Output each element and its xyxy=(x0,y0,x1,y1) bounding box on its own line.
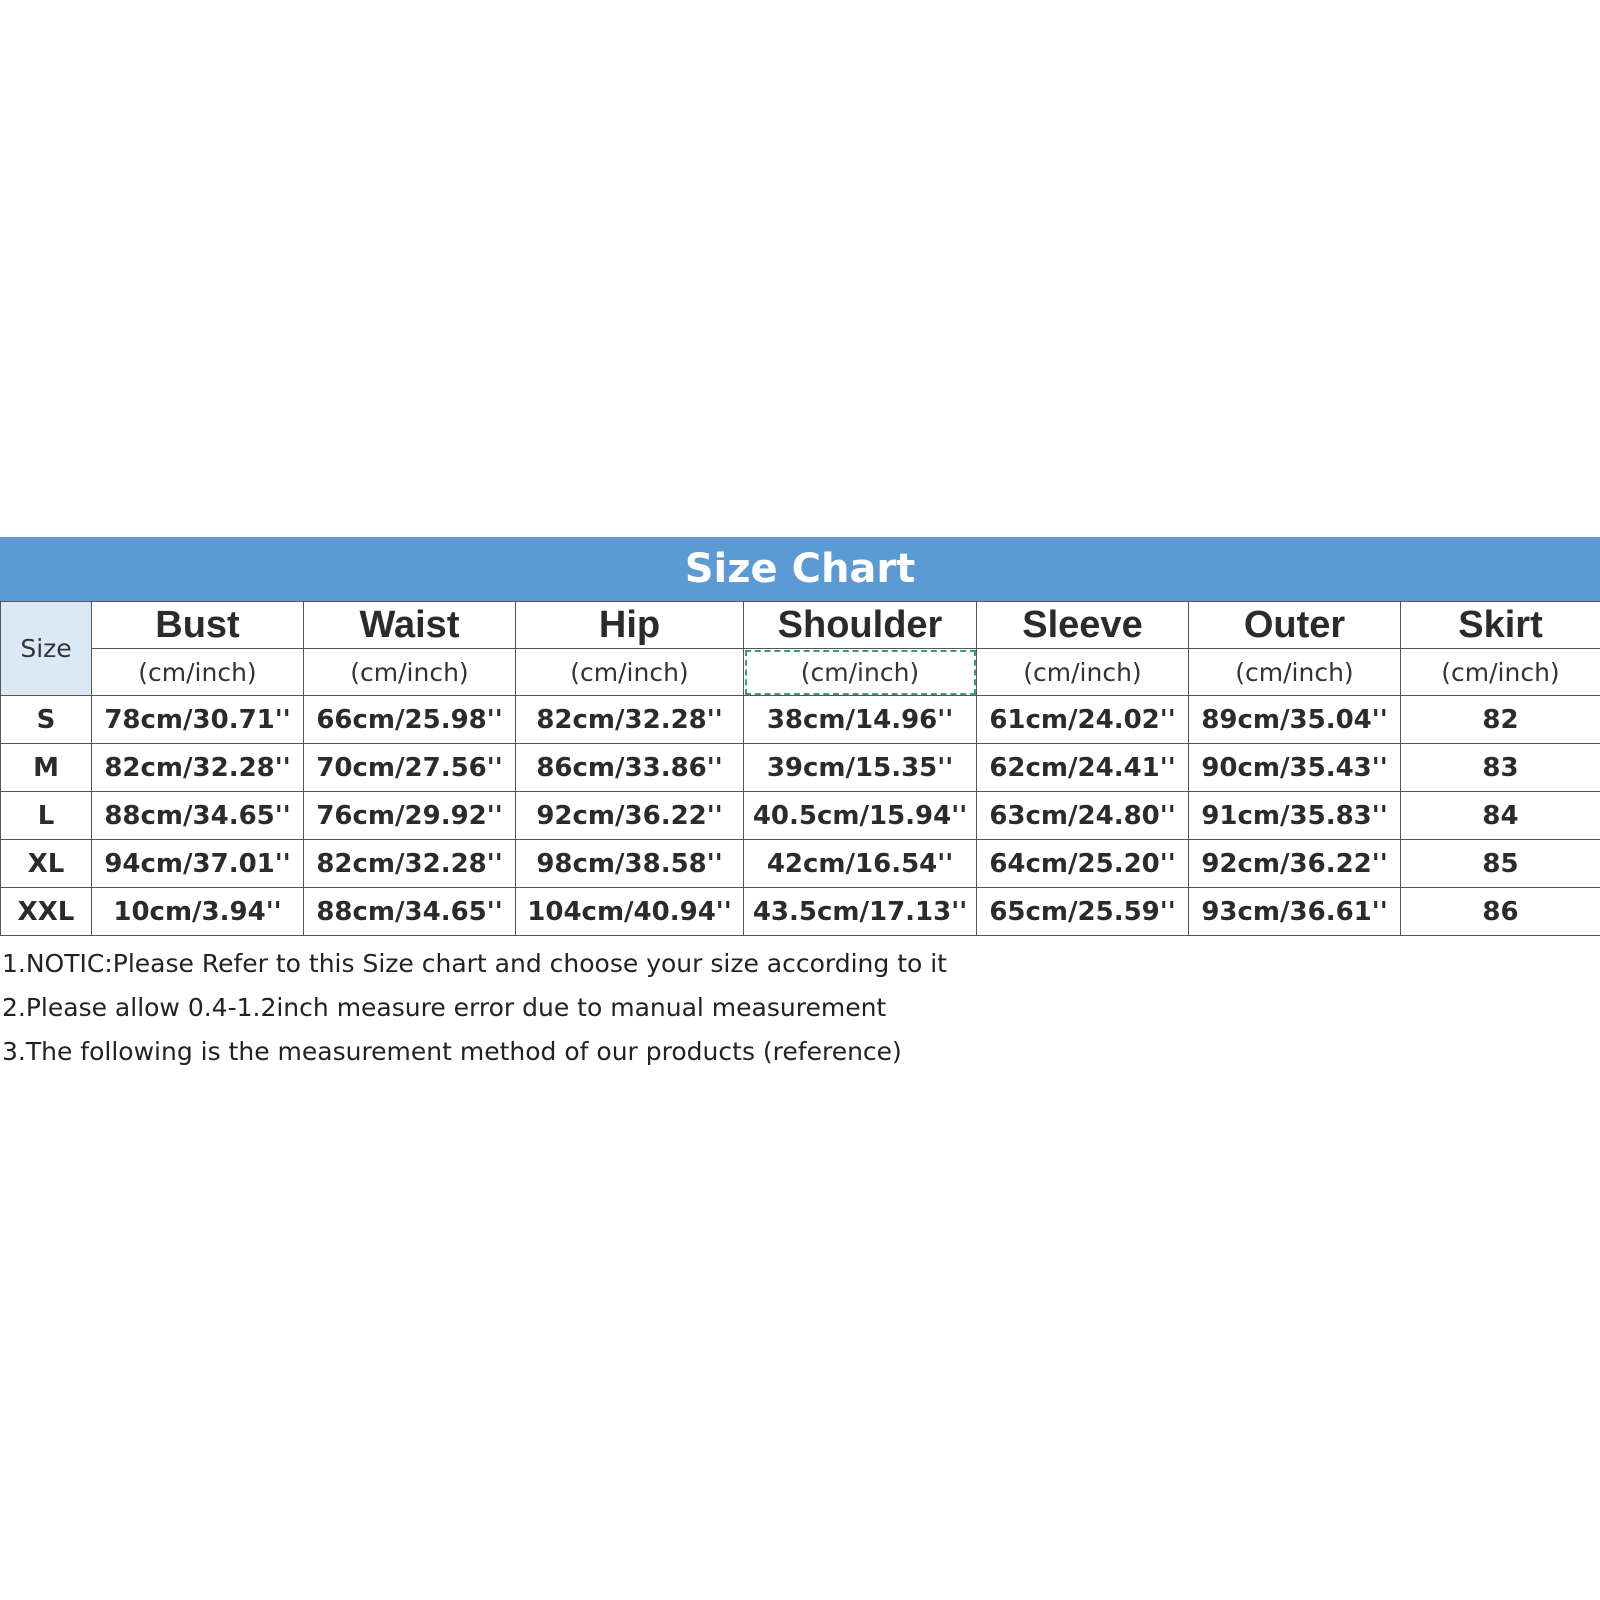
table-row xyxy=(1,792,1600,840)
table-cell: 94cm/37.01'' xyxy=(92,840,304,888)
table-cell: 78cm/30.71'' xyxy=(92,696,304,744)
table-cell: 104cm/40.94'' xyxy=(516,888,744,936)
table-row xyxy=(1,888,1600,936)
unit-label-hip: (cm/inch) xyxy=(516,649,744,696)
column-header-skirt: Skirt xyxy=(1401,602,1600,649)
table-cell: 61cm/24.02'' xyxy=(977,696,1189,744)
size-chart xyxy=(0,537,1600,1074)
unit-label-outer: (cm/inch) xyxy=(1189,649,1401,696)
table-cell: 63cm/24.80'' xyxy=(977,792,1189,840)
note-line: 1.NOTIC:Please Refer to this Size chart and choose your size according to it xyxy=(2,949,947,978)
table-cell: 89cm/35.04'' xyxy=(1189,696,1401,744)
notes-section xyxy=(0,936,1600,1074)
column-header-bust: Bust xyxy=(92,602,304,649)
table-cell: 90cm/35.43'' xyxy=(1189,744,1401,792)
note-line: 3.The following is the measurement method of our products (reference) xyxy=(2,1037,902,1066)
column-header-hip: Hip xyxy=(516,602,744,649)
table-cell: 82cm/32.28'' xyxy=(304,840,516,888)
table-cell: 84 xyxy=(1401,792,1600,840)
table-row xyxy=(1,840,1600,888)
column-header-outer: Outer xyxy=(1189,602,1401,649)
table-cell: 76cm/29.92'' xyxy=(304,792,516,840)
table-cell: 91cm/35.83'' xyxy=(1189,792,1401,840)
size-label-cell: S xyxy=(1,696,92,744)
unit-label-sleeve: (cm/inch) xyxy=(977,649,1189,696)
table-cell: 40.5cm/15.94'' xyxy=(744,792,977,840)
column-header-shoulder: Shoulder xyxy=(744,602,977,649)
size-table xyxy=(0,601,1600,936)
table-row xyxy=(1,696,1600,744)
table-cell: 88cm/34.65'' xyxy=(92,792,304,840)
note-line: 2.Please allow 0.4-1.2inch measure error due to manual measurement xyxy=(2,993,887,1022)
table-cell: 39cm/15.35'' xyxy=(744,744,977,792)
unit-label-waist: (cm/inch) xyxy=(304,649,516,696)
unit-header-row xyxy=(1,649,1600,696)
unit-label-skirt: (cm/inch) xyxy=(1401,649,1600,696)
table-cell: 88cm/34.65'' xyxy=(304,888,516,936)
table-cell: 92cm/36.22'' xyxy=(516,792,744,840)
size-label-cell: XL xyxy=(1,840,92,888)
table-cell: 38cm/14.96'' xyxy=(744,696,977,744)
size-label-cell: L xyxy=(1,792,92,840)
table-cell: 62cm/24.41'' xyxy=(977,744,1189,792)
size-label-cell: M xyxy=(1,744,92,792)
table-cell: 86 xyxy=(1401,888,1600,936)
table-cell: 93cm/36.61'' xyxy=(1189,888,1401,936)
table-cell: 10cm/3.94'' xyxy=(92,888,304,936)
table-cell: 86cm/33.86'' xyxy=(516,744,744,792)
table-cell: 82cm/32.28'' xyxy=(516,696,744,744)
table-cell: 98cm/38.58'' xyxy=(516,840,744,888)
column-header-waist: Waist xyxy=(304,602,516,649)
table-cell: 85 xyxy=(1401,840,1600,888)
size-chart-title: Size Chart xyxy=(0,537,1600,601)
table-cell: 64cm/25.20'' xyxy=(977,840,1189,888)
table-cell: 42cm/16.54'' xyxy=(744,840,977,888)
column-header-sleeve: Sleeve xyxy=(977,602,1189,649)
unit-label-shoulder[interactable]: (cm/inch) xyxy=(744,649,977,696)
unit-label-bust: (cm/inch) xyxy=(92,649,304,696)
table-cell: 82cm/32.28'' xyxy=(92,744,304,792)
column-header-row xyxy=(1,602,1600,649)
table-cell: 92cm/36.22'' xyxy=(1189,840,1401,888)
table-cell: 83 xyxy=(1401,744,1600,792)
table-cell: 66cm/25.98'' xyxy=(304,696,516,744)
table-cell: 70cm/27.56'' xyxy=(304,744,516,792)
size-label-cell: XXL xyxy=(1,888,92,936)
table-cell: 65cm/25.59'' xyxy=(977,888,1189,936)
table-row xyxy=(1,744,1600,792)
size-column-header: Size xyxy=(1,602,92,696)
table-cell: 43.5cm/17.13'' xyxy=(744,888,977,936)
table-cell: 82 xyxy=(1401,696,1600,744)
